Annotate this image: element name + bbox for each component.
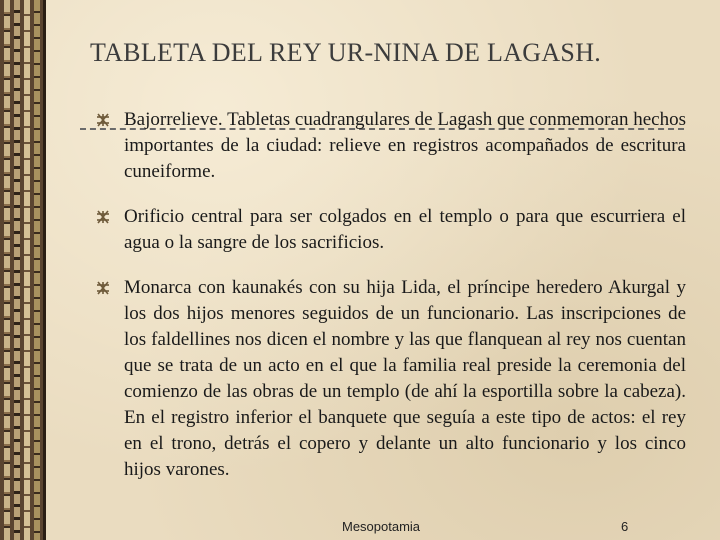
- border-strip: [4, 0, 10, 540]
- bullet-item: [96, 107, 686, 185]
- bullet-item: [96, 275, 686, 483]
- footer-label: Mesopotamia: [342, 519, 421, 534]
- bullet-glyph-icon: [96, 113, 110, 127]
- border-strip: [14, 0, 20, 540]
- bullet-glyph-icon: [96, 281, 110, 295]
- border-edge: [43, 0, 46, 540]
- border-strip: [34, 0, 40, 540]
- border-strip: [24, 0, 30, 540]
- decorative-side-border: [0, 0, 46, 540]
- bullet-text: Monarca con kaunakés con su hija Lida, el príncipe heredero Akurgal y los dos hijos menores seguidos de un funcionario. Las inscripciones de los faldellines nos dicen el nombre y las que flanquean al rey nos cuentan que se trata de un acto en el que la familia real preside la ceremonia del comienzo de las obras de un templo (de ahí la esportilla sobre la cabeza). En el registro inferior el banquete que seguía a este tipo de actos: el rey en el trono, detrás el copero y delante un alto funcionario y los cinco hijos varones.: [124, 277, 686, 480]
- bullet-text: Bajorrelieve. Tabletas cuadrangulares de Lagash que conmemoran hechos importantes de la ciudad: relieve en registros acompañados de escritura cuneiforme.: [124, 109, 686, 182]
- bullet-glyph-icon: [96, 210, 110, 224]
- page-number: 6: [621, 519, 629, 534]
- bullet-list: [96, 88, 686, 502]
- bullet-text: Orificio central para ser colgados en el templo o para que escurriera el agua o la sangre de los sacrificios.: [124, 206, 686, 253]
- bullet-item: [96, 204, 686, 256]
- slide-title: TABLETA DEL REY UR-NINA DE LAGASH.: [90, 38, 602, 67]
